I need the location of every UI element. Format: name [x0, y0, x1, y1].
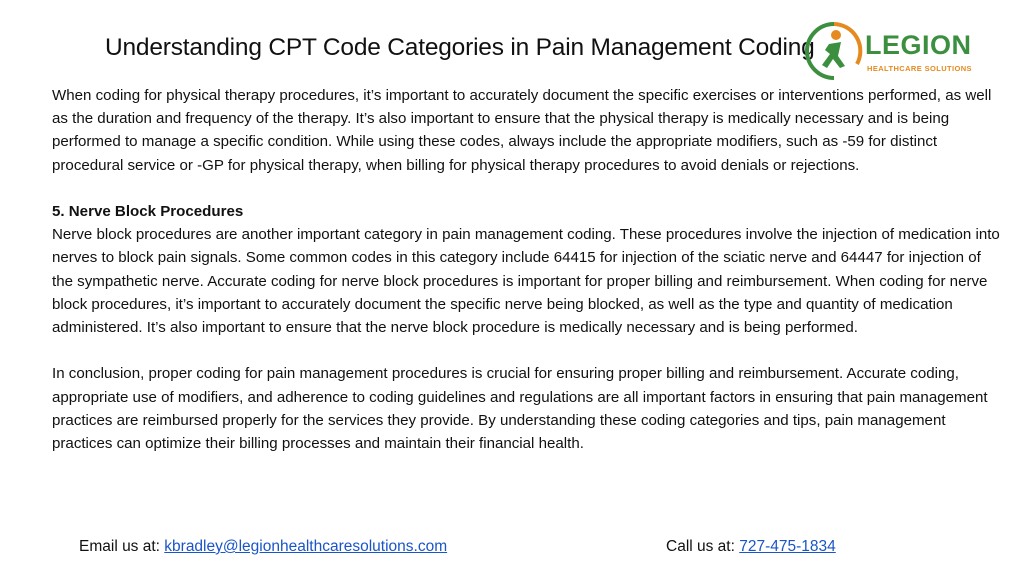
- paragraph-physical-therapy: When coding for physical therapy procedures, it’s important to accurately document the specific exercises or interventions performed, as well as the duration and frequency of the therapy. It’s also important to ensure that the physical therapy is medically necessary and is being performed to manage a specific condition. While using these codes, always include the appropriate modifiers, such as -59 for distinct procedural service or -GP for physical therapy, when billing for physical therapy procedures to avoid denials or rejections.: [52, 87, 992, 174]
- running-figure-circle-icon: [805, 20, 863, 82]
- email-label: Email us at:: [79, 538, 165, 555]
- company-logo: [805, 20, 985, 82]
- email-contact: [79, 538, 447, 556]
- article-body: [52, 84, 1002, 455]
- phone-contact: [666, 538, 836, 556]
- logo-wordmark: LEGION: [865, 30, 972, 60]
- paragraph-nerve-block: Nerve block procedures are another important category in pain management coding. These procedures involve the injection of medication into nerves to block pain signals. Some common codes in this category include 64415 for injection of the sciatic nerve and 64447 for injection of the sympathetic nerve. Accurate coding for nerve block procedures is important for proper billing and reimbursement. When coding for nerve block procedures, it’s important to accurately document the specific nerve being blocked, as well as the type and quantity of medication administered. It’s also important to ensure that the nerve block procedure is medically necessary and is being performed.: [52, 226, 1000, 337]
- phone-link[interactable]: 727-475-1834: [739, 538, 836, 555]
- page-title: Understanding CPT Code Categories in Pain Management Coding: [105, 34, 815, 61]
- email-link[interactable]: kbradley@legionhealthcaresolutions.com: [164, 538, 448, 555]
- phone-label: Call us at:: [666, 538, 740, 555]
- logo-tagline: HEALTHCARE SOLUTIONS: [867, 64, 972, 73]
- paragraph-conclusion: In conclusion, proper coding for pain management procedures is crucial for ensuring proper billing and reimbursement. Accurate coding, appropriate use of modifiers, and adherence to coding guidelines and regulations are all important factors in ensuring that pain management practices are reimbursed properly for the services they provide. By understanding these coding categories and tips, pain management practices can optimize their billing processes and maintain their financial health.: [52, 365, 988, 453]
- section-heading: 5. Nerve Block Procedures: [52, 203, 244, 220]
